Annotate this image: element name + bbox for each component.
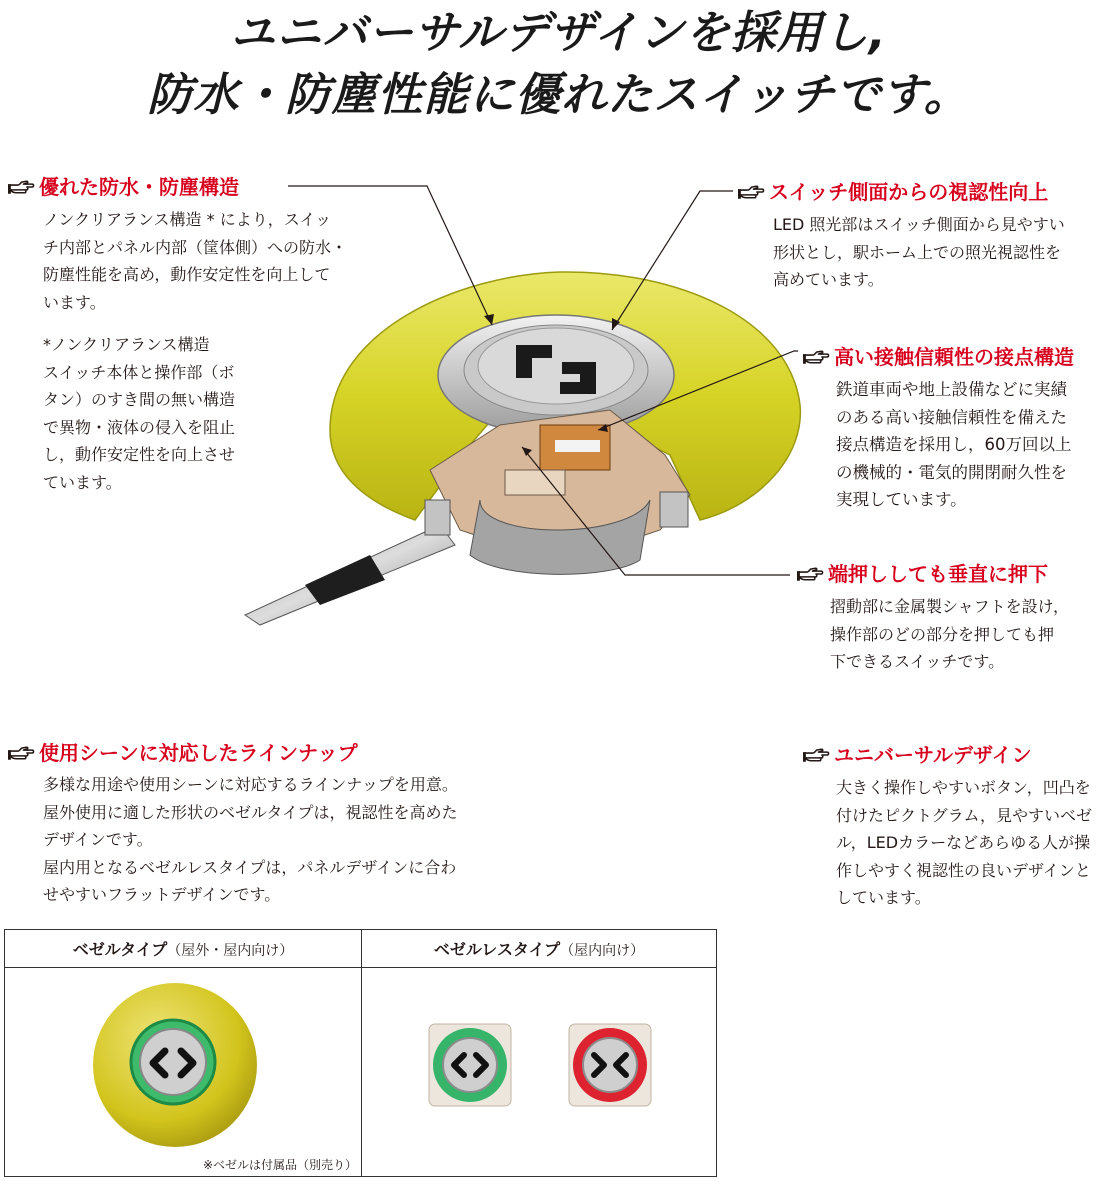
bezelless-type-cell xyxy=(362,968,717,1177)
feature-body: ノンクリアランス構造 * により，スイッ チ内部とパネル内部（筐体側）への防水・ 防塵性能を高め，動作安定性を向上して います。 xyxy=(43,210,348,312)
bezel-type-title: ベゼルタイプ xyxy=(72,940,168,959)
pointing-hand-icon xyxy=(738,184,765,200)
pointing-hand-icon xyxy=(797,566,824,582)
bezelless-type-header xyxy=(362,930,717,968)
feature-contact-structure xyxy=(803,346,1074,514)
bezel-type-header xyxy=(5,930,362,968)
feature-body: 鉄道車両や地上設備などに実績 のある高い接触信頼性を備えた 接点構造を採用し，60万回以上 の機械的・電気的開閉耐久性を 実現しています。 xyxy=(836,380,1072,509)
pointing-hand-icon xyxy=(8,745,35,761)
bezelless-switch-images xyxy=(362,968,718,1176)
feature-edge-press xyxy=(797,563,1069,676)
feature-heading: 端押ししても垂直に押下 xyxy=(828,562,1048,586)
feature-heading: 高い接触信頼性の接点構造 xyxy=(834,345,1074,369)
red-bezelless-switch xyxy=(569,1024,651,1106)
pointing-hand-icon xyxy=(803,747,830,763)
feature-universal-design xyxy=(803,744,1092,912)
feature-lineup xyxy=(8,742,458,909)
feature-heading: 使用シーンに対応したラインナップ xyxy=(39,741,358,765)
lineup-table xyxy=(4,929,717,1177)
main-title-line-2: 防水・防塵性能に優れたスイッチです。 xyxy=(147,68,970,121)
feature-body: LED 照光部はスイッチ側面から見やすい 形状とし，駅ホーム上での照光視認性を 高めています。 xyxy=(773,215,1065,289)
green-bezelless-switch xyxy=(429,1024,511,1106)
bezel-sold-separately-note: ※ベゼルは付属品（別売り） xyxy=(202,1158,357,1172)
feature-side-visibility xyxy=(738,181,1065,294)
pointing-hand-icon xyxy=(803,349,830,365)
bezelless-type-sub: （屋内向け） xyxy=(560,943,645,959)
feature-heading: スイッチ側面からの視認性向上 xyxy=(769,180,1049,204)
bezel-type-cell xyxy=(5,968,362,1177)
bezelless-type-title: ベゼルレスタイプ xyxy=(433,940,561,959)
feature-waterproof xyxy=(8,176,347,316)
feature-heading: ユニバーサルデザイン xyxy=(834,743,1032,767)
bezel-switch-image xyxy=(5,968,359,1176)
bezel-type-sub: （屋外・屋内向け） xyxy=(167,943,294,959)
pointing-hand-icon xyxy=(8,179,35,195)
feature-heading: 優れた防水・防塵構造 xyxy=(39,175,239,199)
main-title-line-1: ユニバーサルデザインを採用し, xyxy=(230,6,887,59)
feature-body: 多様な用途や使用シーンに対応するラインナップを用意。 屋外使用に適した形状のベゼルタイプは，視認性を高めた デザインです。 屋内用となるベゼルレスタイプは，パネルデザインに合わ せやすいフラットデザインです。 xyxy=(43,775,458,904)
feature-body: 大きく操作しやすいボタン，凹凸を 付けたピクトグラム，見やすいベゼ ル，LEDカラーなどあらゆる人が操 作しやすく視認性の良いデザインと しています。 xyxy=(836,778,1093,907)
non-clearance-note: *ノンクリアランス構造 スイッチ本体と操作部（ボ タン）のすき間の無い構造 で異物・液体の侵入を阻止 し，動作安定性を向上させ ています。 xyxy=(43,335,236,492)
feature-body: 摺動部に金属製シャフトを設け， 操作部のどの部分を押しても押 下できるスイッチです。 xyxy=(830,597,1070,671)
